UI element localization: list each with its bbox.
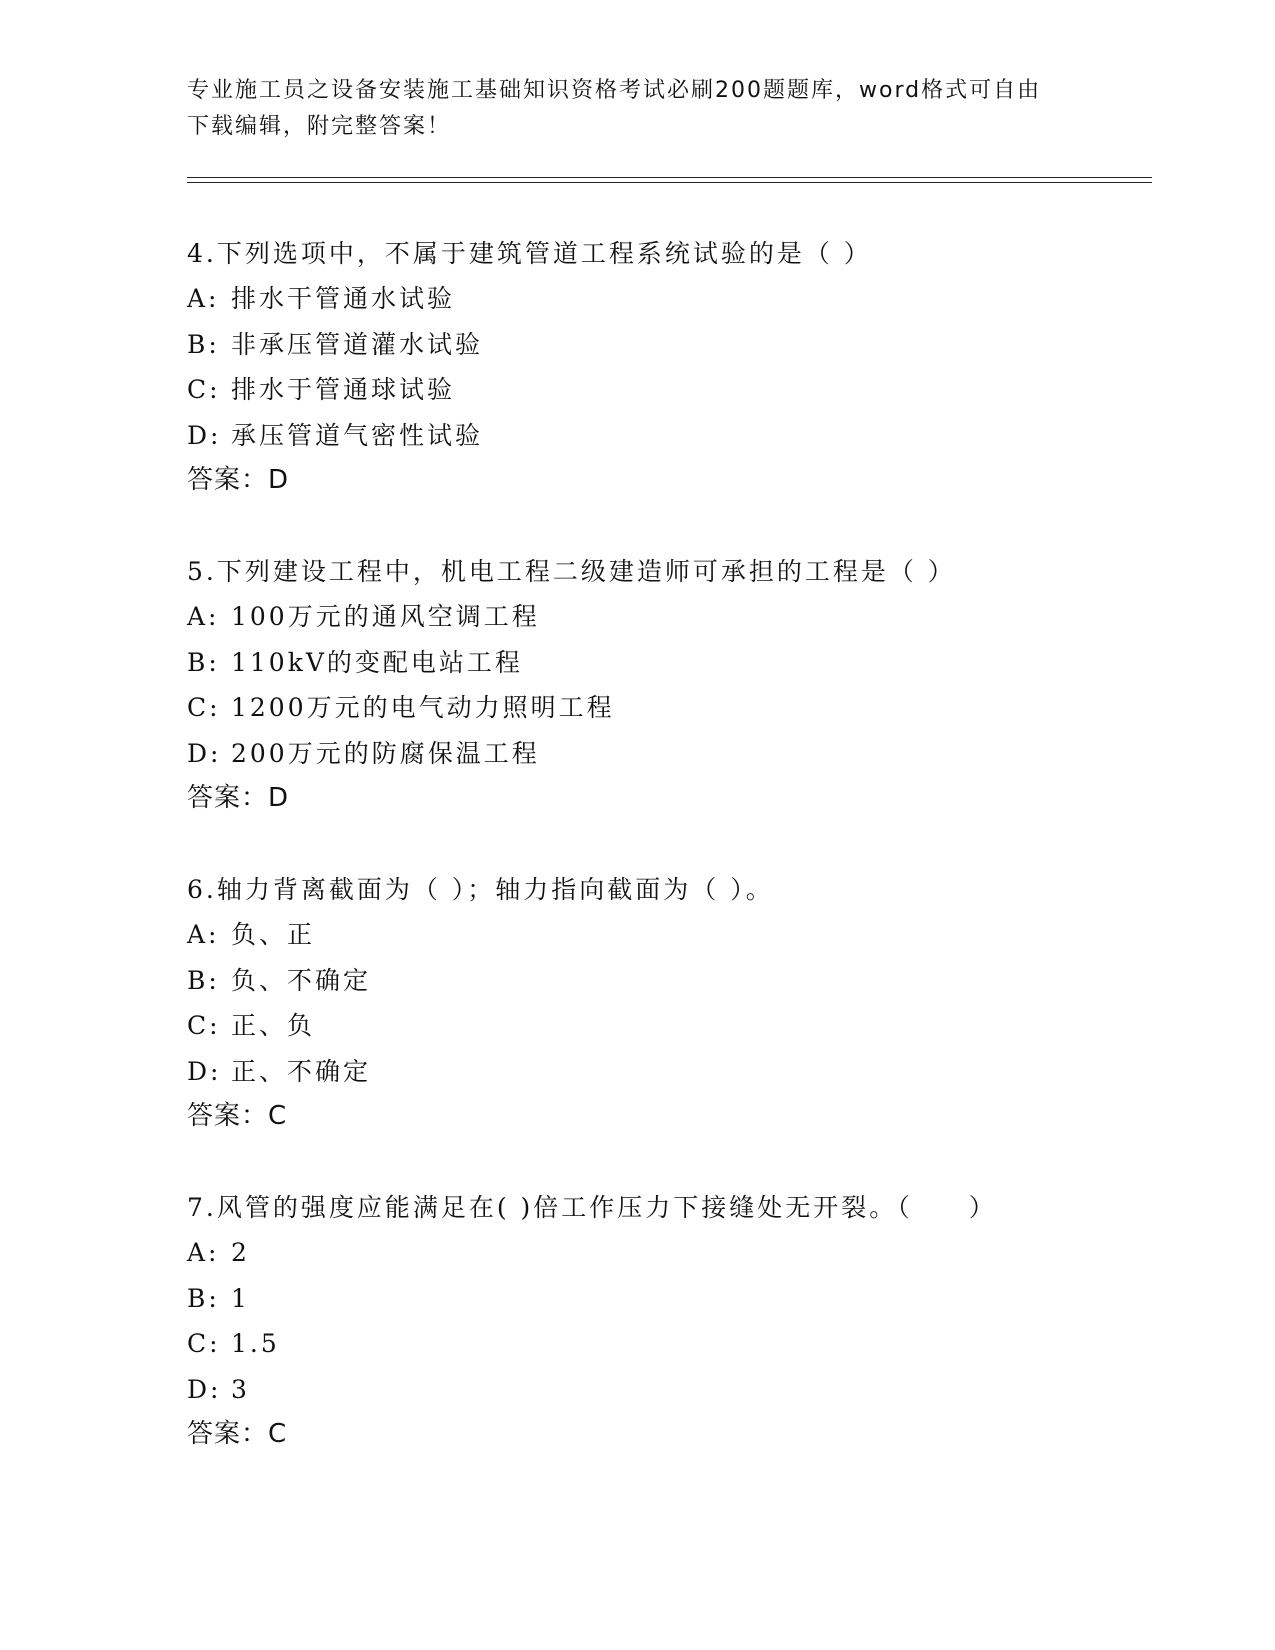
option-text: 正、负 <box>231 1011 316 1041</box>
option-a <box>187 276 1147 321</box>
option-letter: D: <box>187 1056 222 1086</box>
header-divider-top <box>187 177 1152 178</box>
option-text: 1 <box>231 1283 250 1313</box>
question-stem: 5.下列建设工程中，机电工程二级建造师可承担的工程是（ ） <box>187 557 956 586</box>
option-letter: C: <box>187 693 221 723</box>
option-a <box>187 1230 1147 1275</box>
option-letter: A: <box>187 284 220 314</box>
option-letter: D: <box>187 1374 222 1404</box>
option-a <box>187 912 1147 957</box>
question-block <box>187 231 1147 503</box>
option-d <box>187 731 1147 776</box>
option-letter: D: <box>187 738 222 768</box>
option-text: 负、正 <box>231 920 316 950</box>
option-letter: A: <box>187 602 220 632</box>
option-letter: D: <box>187 420 222 450</box>
header-line-1: 专业施工员之设备安装施工基础知识资格考试必刷200题题库，word格式可自由 <box>187 78 1042 103</box>
answer-line: 答案：C <box>187 1418 288 1449</box>
option-text: 1.5 <box>231 1329 280 1359</box>
option-text: 承压管道气密性试验 <box>231 420 484 450</box>
option-letter: C: <box>187 375 221 405</box>
option-text: 3 <box>231 1374 250 1404</box>
question-block <box>187 549 1147 821</box>
question-block <box>187 867 1147 1139</box>
option-c <box>187 685 1147 730</box>
option-letter: B: <box>187 965 220 995</box>
option-letter: B: <box>187 1283 220 1313</box>
document-header <box>187 73 1087 145</box>
option-text: 排水干管通水试验 <box>231 284 456 314</box>
option-text: 2 <box>231 1238 250 1268</box>
option-text: 200万元的防腐保温工程 <box>231 738 540 768</box>
option-b <box>187 1276 1147 1321</box>
option-letter: C: <box>187 1011 221 1041</box>
option-letter: B: <box>187 329 220 359</box>
option-d <box>187 1367 1147 1412</box>
question-stem: 4.下列选项中，不属于建筑管道工程系统试验的是（ ） <box>187 239 872 268</box>
option-text: 负、不确定 <box>231 965 372 995</box>
option-text: 110kV的变配电站工程 <box>231 647 523 677</box>
answer-line: 答案：D <box>187 464 290 495</box>
option-text: 正、不确定 <box>231 1056 372 1086</box>
option-a <box>187 594 1147 639</box>
header-line-2: 下载编辑，附完整答案！ <box>187 114 452 139</box>
option-text: 排水于管通球试验 <box>231 375 456 405</box>
option-letter: A: <box>187 1238 220 1268</box>
option-text: 非承压管道灌水试验 <box>231 329 484 359</box>
option-letter: B: <box>187 647 220 677</box>
answer-line: 答案：C <box>187 1100 288 1131</box>
option-c <box>187 1321 1147 1366</box>
option-b <box>187 958 1147 1003</box>
option-c <box>187 367 1147 412</box>
option-b <box>187 640 1147 685</box>
option-d <box>187 1049 1147 1094</box>
option-text: 1200万元的电气动力照明工程 <box>231 693 615 723</box>
option-b <box>187 322 1147 367</box>
answer-line: 答案：D <box>187 782 290 813</box>
option-letter: C: <box>187 1329 221 1359</box>
header-divider-bottom <box>187 182 1152 183</box>
option-c <box>187 1003 1147 1048</box>
question-stem: 7.风管的强度应能满足在( )倍工作压力下接缝处无开裂。（ ） <box>187 1193 997 1222</box>
option-d <box>187 413 1147 458</box>
question-block <box>187 1185 1147 1457</box>
option-letter: A: <box>187 920 220 950</box>
question-stem: 6.轴力背离截面为（ ）；轴力指向截面为（ ）。 <box>187 875 774 904</box>
option-text: 100万元的通风空调工程 <box>231 602 540 632</box>
